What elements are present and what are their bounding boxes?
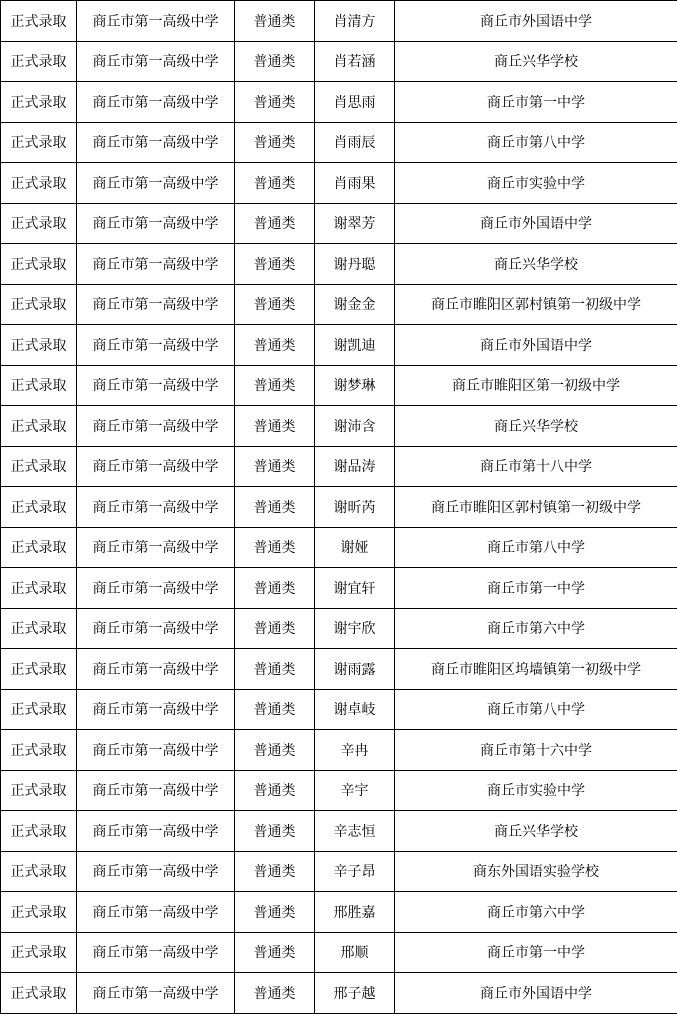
category-cell: 普通类 [235, 973, 315, 1014]
category-cell: 普通类 [235, 730, 315, 771]
status-cell: 正式录取 [1, 203, 77, 244]
origin-school-cell: 商丘市第一中学 [395, 932, 677, 973]
admitting-school-cell: 商丘市第一高级中学 [77, 325, 235, 366]
student-name-cell: 谢宇欣 [315, 608, 395, 649]
student-name-cell: 辛子昂 [315, 851, 395, 892]
table-row [1, 82, 677, 123]
status-cell: 正式录取 [1, 851, 77, 892]
student-name-cell: 邢胜嘉 [315, 892, 395, 933]
admitting-school-cell: 商丘市第一高级中学 [77, 365, 235, 406]
origin-school-cell: 商丘市第六中学 [395, 608, 677, 649]
category-cell: 普通类 [235, 203, 315, 244]
admitting-school-cell: 商丘市第一高级中学 [77, 932, 235, 973]
category-cell: 普通类 [235, 811, 315, 852]
admitting-school-cell: 商丘市第一高级中学 [77, 689, 235, 730]
status-cell: 正式录取 [1, 730, 77, 771]
category-cell: 普通类 [235, 851, 315, 892]
category-cell: 普通类 [235, 1, 315, 42]
origin-school-cell: 商丘市第一中学 [395, 568, 677, 609]
category-cell: 普通类 [235, 244, 315, 285]
admitting-school-cell: 商丘市第一高级中学 [77, 973, 235, 1014]
status-cell: 正式录取 [1, 122, 77, 163]
origin-school-cell: 商丘市实验中学 [395, 163, 677, 204]
table-row [1, 325, 677, 366]
student-name-cell: 肖若涵 [315, 41, 395, 82]
status-cell: 正式录取 [1, 689, 77, 730]
category-cell: 普通类 [235, 446, 315, 487]
category-cell: 普通类 [235, 41, 315, 82]
status-cell: 正式录取 [1, 973, 77, 1014]
table-row [1, 365, 677, 406]
category-cell: 普通类 [235, 527, 315, 568]
student-name-cell: 谢金金 [315, 284, 395, 325]
status-cell: 正式录取 [1, 325, 77, 366]
table-row [1, 527, 677, 568]
student-name-cell: 辛志恒 [315, 811, 395, 852]
origin-school-cell: 商丘市第八中学 [395, 527, 677, 568]
category-cell: 普通类 [235, 82, 315, 123]
origin-school-cell: 商丘市第一中学 [395, 82, 677, 123]
student-name-cell: 谢昕芮 [315, 487, 395, 528]
origin-school-cell: 商丘市睢阳区第一初级中学 [395, 365, 677, 406]
origin-school-cell: 商丘兴华学校 [395, 811, 677, 852]
table-row [1, 487, 677, 528]
admitting-school-cell: 商丘市第一高级中学 [77, 41, 235, 82]
origin-school-cell: 商丘市睢阳区郭村镇第一初级中学 [395, 284, 677, 325]
category-cell: 普通类 [235, 122, 315, 163]
student-name-cell: 谢宜轩 [315, 568, 395, 609]
origin-school-cell: 商丘市外国语中学 [395, 203, 677, 244]
table-row [1, 689, 677, 730]
student-name-cell: 邢顺 [315, 932, 395, 973]
status-cell: 正式录取 [1, 41, 77, 82]
origin-school-cell: 商丘市第八中学 [395, 122, 677, 163]
admitting-school-cell: 商丘市第一高级中学 [77, 770, 235, 811]
origin-school-cell: 商丘市外国语中学 [395, 325, 677, 366]
admitting-school-cell: 商丘市第一高级中学 [77, 892, 235, 933]
table-row [1, 406, 677, 447]
admitting-school-cell: 商丘市第一高级中学 [77, 568, 235, 609]
student-name-cell: 谢凯迪 [315, 325, 395, 366]
student-name-cell: 谢梦琳 [315, 365, 395, 406]
category-cell: 普通类 [235, 284, 315, 325]
category-cell: 普通类 [235, 163, 315, 204]
category-cell: 普通类 [235, 770, 315, 811]
table-row [1, 811, 677, 852]
category-cell: 普通类 [235, 325, 315, 366]
status-cell: 正式录取 [1, 82, 77, 123]
admitting-school-cell: 商丘市第一高级中学 [77, 203, 235, 244]
origin-school-cell: 商丘市外国语中学 [395, 1, 677, 42]
category-cell: 普通类 [235, 649, 315, 690]
origin-school-cell: 商丘市实验中学 [395, 770, 677, 811]
table-row [1, 284, 677, 325]
origin-school-cell: 商东外国语实验学校 [395, 851, 677, 892]
category-cell: 普通类 [235, 892, 315, 933]
table-row [1, 892, 677, 933]
table-row [1, 770, 677, 811]
admitting-school-cell: 商丘市第一高级中学 [77, 284, 235, 325]
table-row [1, 1, 677, 42]
status-cell: 正式录取 [1, 811, 77, 852]
student-name-cell: 肖雨果 [315, 163, 395, 204]
origin-school-cell: 商丘兴华学校 [395, 244, 677, 285]
origin-school-cell: 商丘兴华学校 [395, 406, 677, 447]
status-cell: 正式录取 [1, 406, 77, 447]
admitting-school-cell: 商丘市第一高级中学 [77, 608, 235, 649]
origin-school-cell: 商丘市第十八中学 [395, 446, 677, 487]
origin-school-cell: 商丘市第六中学 [395, 892, 677, 933]
status-cell: 正式录取 [1, 284, 77, 325]
student-name-cell: 谢沛含 [315, 406, 395, 447]
admitting-school-cell: 商丘市第一高级中学 [77, 649, 235, 690]
table-row [1, 608, 677, 649]
category-cell: 普通类 [235, 568, 315, 609]
origin-school-cell: 商丘市第八中学 [395, 689, 677, 730]
student-name-cell: 辛冉 [315, 730, 395, 771]
admitting-school-cell: 商丘市第一高级中学 [77, 244, 235, 285]
category-cell: 普通类 [235, 932, 315, 973]
table-row [1, 973, 677, 1014]
origin-school-cell: 商丘市第十六中学 [395, 730, 677, 771]
table-row [1, 730, 677, 771]
origin-school-cell: 商丘市睢阳区坞墙镇第一初级中学 [395, 649, 677, 690]
admitting-school-cell: 商丘市第一高级中学 [77, 122, 235, 163]
status-cell: 正式录取 [1, 487, 77, 528]
origin-school-cell: 商丘市外国语中学 [395, 973, 677, 1014]
student-name-cell: 谢丹聪 [315, 244, 395, 285]
student-name-cell: 肖清方 [315, 1, 395, 42]
table-row [1, 568, 677, 609]
table-row [1, 203, 677, 244]
status-cell: 正式录取 [1, 932, 77, 973]
status-cell: 正式录取 [1, 1, 77, 42]
status-cell: 正式录取 [1, 892, 77, 933]
status-cell: 正式录取 [1, 446, 77, 487]
origin-school-cell: 商丘市睢阳区郭村镇第一初级中学 [395, 487, 677, 528]
admitting-school-cell: 商丘市第一高级中学 [77, 811, 235, 852]
table-row [1, 244, 677, 285]
table-row [1, 649, 677, 690]
student-name-cell: 肖思雨 [315, 82, 395, 123]
status-cell: 正式录取 [1, 770, 77, 811]
table-row [1, 163, 677, 204]
student-name-cell: 肖雨辰 [315, 122, 395, 163]
admitting-school-cell: 商丘市第一高级中学 [77, 82, 235, 123]
admitting-school-cell: 商丘市第一高级中学 [77, 446, 235, 487]
student-name-cell: 谢卓岐 [315, 689, 395, 730]
category-cell: 普通类 [235, 608, 315, 649]
category-cell: 普通类 [235, 365, 315, 406]
student-name-cell: 谢雨露 [315, 649, 395, 690]
admitting-school-cell: 商丘市第一高级中学 [77, 487, 235, 528]
table-row [1, 932, 677, 973]
admitting-school-cell: 商丘市第一高级中学 [77, 730, 235, 771]
admitting-school-cell: 商丘市第一高级中学 [77, 851, 235, 892]
table-row [1, 41, 677, 82]
table-body [1, 1, 677, 1014]
student-name-cell: 辛宇 [315, 770, 395, 811]
admitting-school-cell: 商丘市第一高级中学 [77, 163, 235, 204]
origin-school-cell: 商丘兴华学校 [395, 41, 677, 82]
category-cell: 普通类 [235, 487, 315, 528]
student-name-cell: 谢品涛 [315, 446, 395, 487]
status-cell: 正式录取 [1, 163, 77, 204]
student-name-cell: 邢子越 [315, 973, 395, 1014]
status-cell: 正式录取 [1, 649, 77, 690]
status-cell: 正式录取 [1, 527, 77, 568]
status-cell: 正式录取 [1, 365, 77, 406]
student-name-cell: 谢娅 [315, 527, 395, 568]
status-cell: 正式录取 [1, 608, 77, 649]
table-row [1, 851, 677, 892]
category-cell: 普通类 [235, 689, 315, 730]
admitting-school-cell: 商丘市第一高级中学 [77, 1, 235, 42]
category-cell: 普通类 [235, 406, 315, 447]
status-cell: 正式录取 [1, 568, 77, 609]
admitting-school-cell: 商丘市第一高级中学 [77, 527, 235, 568]
student-name-cell: 谢翠芳 [315, 203, 395, 244]
admitting-school-cell: 商丘市第一高级中学 [77, 406, 235, 447]
table-row [1, 122, 677, 163]
status-cell: 正式录取 [1, 244, 77, 285]
table-row [1, 446, 677, 487]
